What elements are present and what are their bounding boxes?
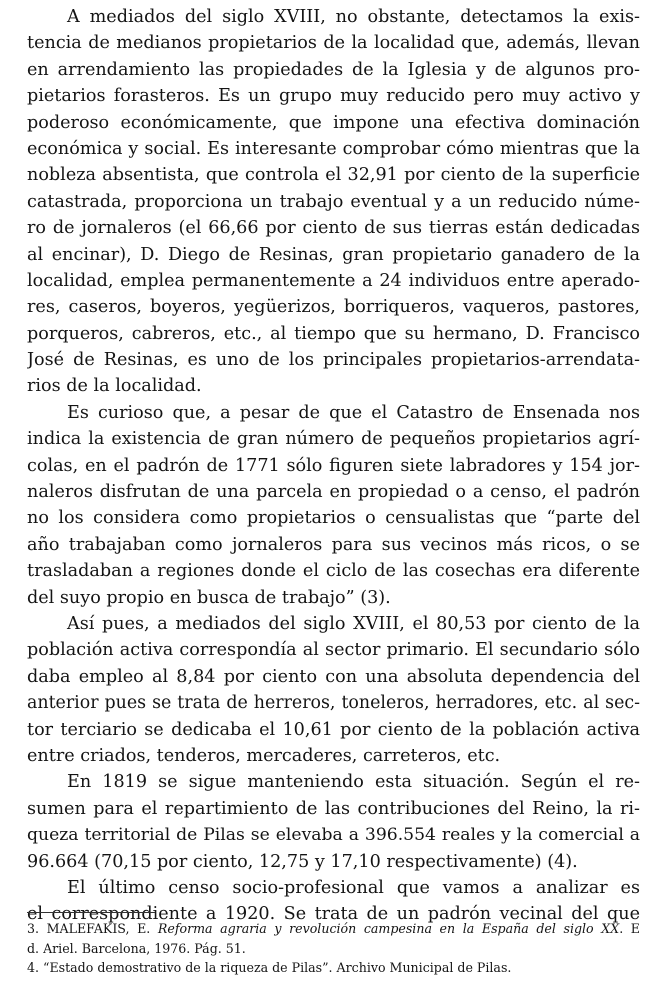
body-line: 96.664 (70,15 por ciento, 12,75 y 17,10 respectivamente) (4). xyxy=(27,851,578,872)
body-line: José de Resinas, es uno de los principales propietarios-arrendata- xyxy=(27,350,640,371)
footnote-3-line-2: d. Ariel. Barcelona, 1976. Pág. 51. xyxy=(27,940,246,956)
body-line: Es curioso que, a pesar de que el Catastro de Ensenada nos xyxy=(67,402,640,423)
body-line: localidad, emplea permanentemente a 24 individuos entre aperado- xyxy=(27,270,640,291)
body-line: res, caseros, boyeros, yegüerizos, borriqueros, vaqueros, pastores, xyxy=(27,297,640,318)
body-line: En 1819 se sigue manteniendo esta situación. Según el re- xyxy=(67,772,640,793)
body-line: rios de la localidad. xyxy=(27,376,202,397)
body-line: año trabajaban como jornaleros para sus vecinos más ricos, o se xyxy=(27,534,640,555)
body-line: daba empleo al 8,84 por ciento con una absoluta dependencia del xyxy=(27,666,640,687)
body-line: indica la existencia de gran número de pequeños propietarios agrí- xyxy=(27,429,640,450)
body-line: poderoso económicamente, que impone una efectiva dominación xyxy=(27,112,640,133)
body-line: en arrendamiento las propiedades de la Iglesia y de algunos pro- xyxy=(27,59,640,80)
body-line: anterior pues se trata de herreros, toneleros, herradores, etc. al sec- xyxy=(27,693,640,714)
footnote-3-author: 3. MALEFAKIS, E. xyxy=(27,921,158,936)
body-line: trasladaban a regiones donde el ciclo de las cosechas era diferente xyxy=(27,561,640,582)
footnote-3-title: Reforma agraria y revolución campesina en la España del siglo XX xyxy=(157,921,620,936)
body-line: nobleza absentista, que controla el 32,91 por ciento de la superficie xyxy=(27,165,640,186)
body-line: el correspondiente a 1920. Se trata de un padrón vecinal del que xyxy=(27,904,640,925)
body-line: queza territorial de Pilas se elevaba a 396.554 reales y la comercial a xyxy=(27,825,640,846)
body-line: población activa correspondía al sector primario. El secundario sólo xyxy=(27,640,640,661)
body-line: naleros disfrutan de una parcela en propiedad o a censo, el padrón xyxy=(27,482,640,503)
body-line: pietarios forasteros. Es un grupo muy reducido pero muy activo y xyxy=(27,86,640,107)
body-line: económica y social. Es interesante comprobar cómo mientras que la xyxy=(27,138,640,159)
body-line: entre criados, tenderos, mercaderes, carreteros, etc. xyxy=(27,745,501,766)
body-line: ro de jornaleros (el 66,66 por ciento de sus tierras están dedicadas xyxy=(27,218,640,239)
footnote-4: 4. “Estado demostrativo de la riqueza de Pilas”. Archivo Municipal de Pilas. xyxy=(27,960,512,975)
body-line: A mediados del siglo XVIII, no obstante, detectamos la exis- xyxy=(67,7,640,27)
footnote-divider xyxy=(27,912,155,913)
body-line: Así pues, a mediados del siglo XVIII, el 80,53 por ciento de la xyxy=(67,613,640,634)
body-line: porqueros, cabreros, etc., al tiempo que su hermano, D. Francisco xyxy=(27,323,640,344)
body-line: al encinar), D. Diego de Resinas, gran propietario ganadero de la xyxy=(27,244,640,265)
body-line: sumen para el repartimiento de las contribuciones del Reino, la ri- xyxy=(27,798,640,819)
body-text xyxy=(27,4,640,928)
footnote-3-title-suffix: . E xyxy=(619,921,640,936)
body-line: El último censo socio-profesional que vamos a analizar es xyxy=(67,877,640,898)
body-line: catastrada, proporciona un trabajo eventual y a un reducido núme- xyxy=(27,191,640,212)
body-line: tencia de medianos propietarios de la localidad que, además, llevan xyxy=(27,33,640,54)
body-line: colas, en el padrón de 1771 sólo figuren siete labradores y 154 jor- xyxy=(27,455,640,476)
body-line: tor terciario se dedicaba el 10,61 por ciento de la población activa xyxy=(27,719,640,740)
body-line: no los considera como propietarios o censualistas que “parte del xyxy=(27,508,640,529)
footnotes xyxy=(27,919,640,978)
body-line: del suyo propio en busca de trabajo” (3). xyxy=(27,587,391,608)
footnote-3-line-1 xyxy=(27,919,640,939)
